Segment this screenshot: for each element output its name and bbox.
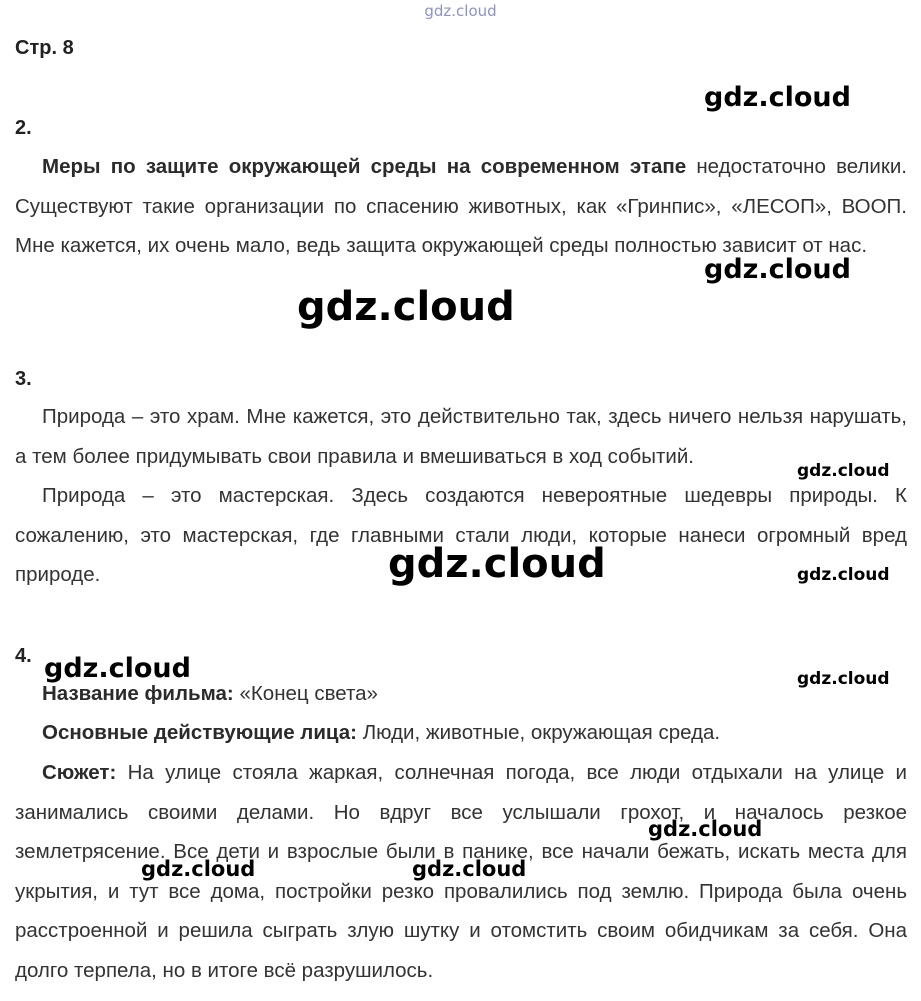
characters-value: Люди, животные, окружающая среда. (357, 721, 721, 744)
task-3-number: 3. (15, 368, 32, 390)
task-2-number: 2. (15, 117, 32, 139)
watermark: gdz.cloud (704, 254, 851, 285)
page-label: Стр. 8 (15, 37, 74, 59)
plot-value: На улице стояла жаркая, солнечная погода, все люди отдыхали на улице и занимались своими делами. Но вдруг все услышали грохот, и началось резкое землетрясение. Все дети и взрослые были в панике, все начали бежать, искать места для укрытия, и тут все дома, постройки резко провалились под землю. Природа была очень расстроенной и решила сыграть злую шутку и отомстить своим обидчикам за себя. Она долго терпела, но в итоге всё разрушилось. (15, 761, 907, 982)
plot-label: Сюжет: (42, 761, 117, 784)
task-4-number: 4. (15, 645, 32, 667)
film-title-value: «Конец света» (233, 682, 378, 705)
task-3-paragraph-2: Природа – это мастерская. Здесь создаются невероятные шедевры природы. К сожалению, это мастерская, где главными стали люди, которые нанеси огромный вред природе. (15, 484, 907, 586)
watermark: gdz.cloud (797, 461, 890, 481)
watermark: gdz.cloud (141, 857, 256, 881)
characters-label: Основные действующие лица: (42, 721, 357, 744)
task-3-paragraph-1: Природа – это храм. Мне кажется, это действительно так, здесь ничего нельзя нарушать, а тем более придумывать свои правила и вмешиваться в ход событий. (15, 405, 907, 468)
watermark: gdz.cloud (797, 669, 890, 689)
characters-line (42, 713, 720, 753)
task-2-text: недостаточно велики. Существуют такие организации по спасению животных, как «Гринпис», «ЛЕСОП», ВООП. Мне кажется, их очень мало, ведь защита окружающей среды полностью зависит от нас. (15, 155, 907, 257)
film-title-label: Название фильма: (42, 682, 234, 705)
watermark: gdz.cloud (704, 82, 851, 113)
watermark: gdz.cloud (412, 857, 527, 881)
header-watermark: gdz.cloud (424, 2, 497, 20)
watermark: gdz.cloud (297, 284, 515, 330)
watermark: gdz.cloud (797, 565, 890, 585)
watermark: gdz.cloud (648, 817, 763, 841)
watermark: gdz.cloud (388, 541, 606, 587)
task-2-paragraph (15, 147, 907, 266)
task-2-bold-lead: Меры по защите окружающей среды на современном этапе (42, 155, 687, 178)
watermark: gdz.cloud (44, 653, 191, 684)
